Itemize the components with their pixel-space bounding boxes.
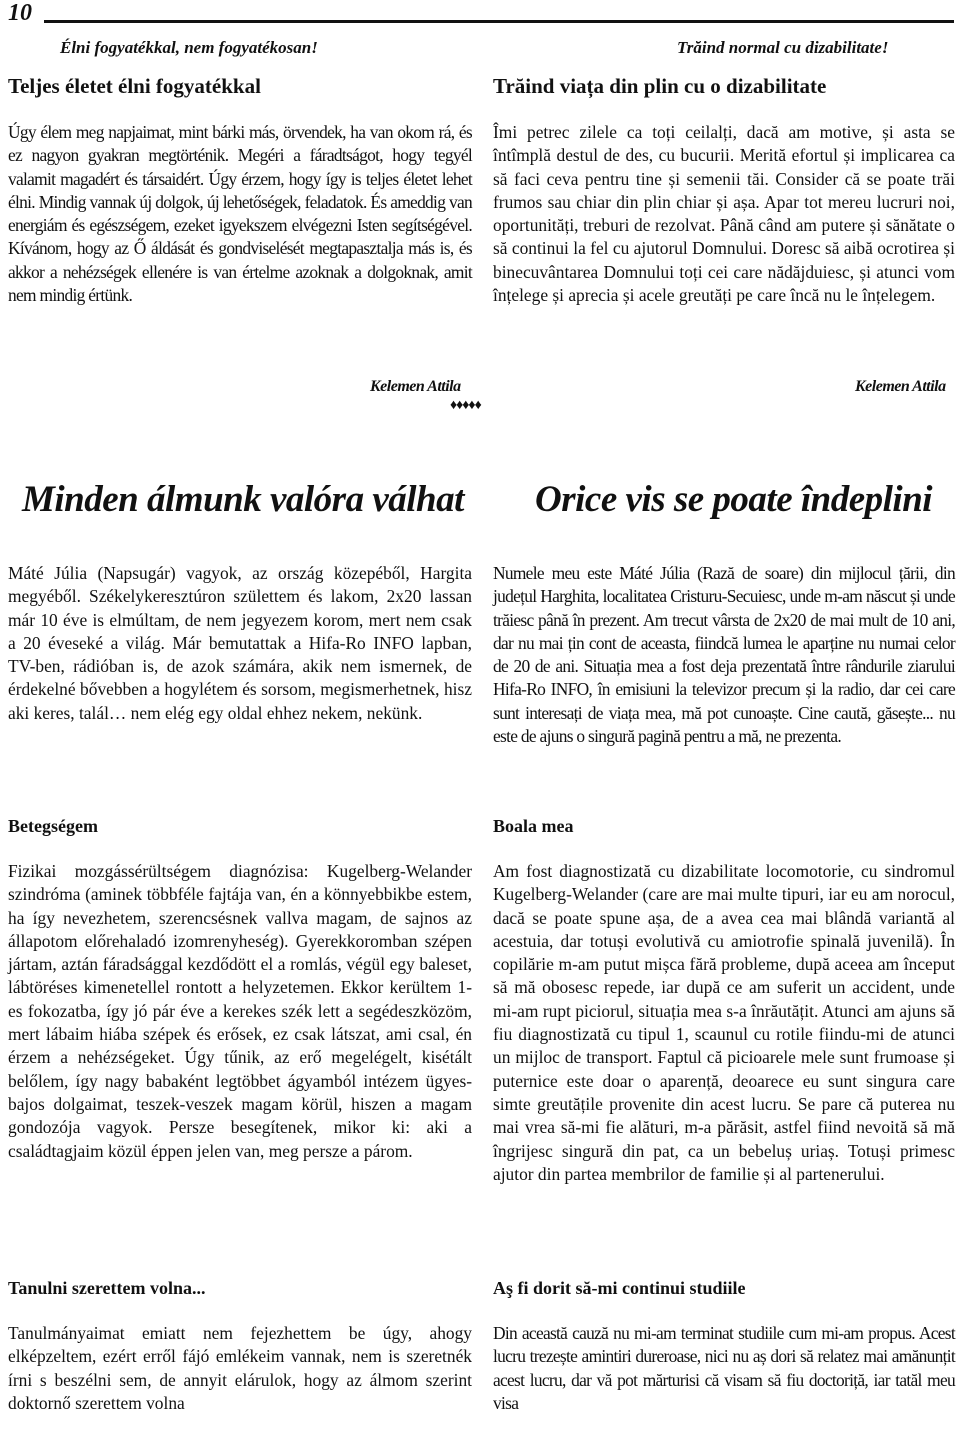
running-head-right: Trăind normal cu dizabilitate! [677, 38, 889, 57]
article1-title-ro: Trăind viața din plin cu o dizabilitate [493, 74, 827, 98]
article2-section2-body-ro: Din această cauză nu mi-am terminat studiile cum mi-am propus. Acest lucru trezește amintiri dureroase, nici nu aș dori să relatez mai amănunțit acest lucru, dar vă pot mărturisi că visam să fiu doctoriță, iar tatăl meu visa [493, 1323, 955, 1413]
running-head-left: Élni fogyatékkal, nem fogyatékosan! [60, 38, 318, 57]
article2-title-ro: Orice vis se poate îndeplini [535, 479, 933, 520]
article2-section2-body-hu: Tanulmányaimat emiatt nem fejezhettem be úgy, ahogy elképzeltem, ezért erről fájó emlékeim vannak, nem is szeretnék írni s beszélni sem, de annyit elárulok, hogy az álmom szerint doktornő szerettem volna [8, 1323, 472, 1413]
section-heading-ro-studies: Aş fi dorit să-mi continui studiile [493, 1278, 746, 1298]
article2-intro-hu: Máté Júlia (Napsugár) vagyok, az ország közepéből, Hargita megyéből. Székelykeresztúron születtem és lakom, 2x20 lassan már 10 éve is elmúltam, de nem jegyezem korom, mert nem csak a 20 éveseké a világ. Már bemutattak a Hifa-Ro INFO lapban, TV-ben, rádióban is, de azok számára, akik nem ismernek, de érdekelné bővebben a hogylétem és sorsom, megismerhetnek, hisz aki keres, talál… nem elég egy oldal ehhez nekem, nekünk. [8, 563, 472, 723]
section-heading-ro-illness: Boala mea [493, 816, 574, 836]
section-divider-ornament: ♦♦♦♦♦ [450, 398, 481, 413]
header-rule [44, 20, 954, 23]
article1-byline-hu: Kelemen Attila [370, 378, 461, 395]
article2-title-hu: Minden álmunk valóra válhat [22, 479, 464, 520]
article1-title-hu: Teljes életet élni fogyatékkal [8, 74, 261, 98]
article2-section1-body-hu: Fizikai mozgássérültségem diagnózisa: Kugelberg-Welander szindróma (aminek többféle fajtája van, én a könnyebbikbe estem, ha így nevezhetem, szerencsésnek vallva magam, de sajnos az állapotom előrehaladó izomrenyheség). Gyerekkoromban szépen jártam, aztán fáradsággal kezdődött el a romlás, végül egy baleset, lábtöréses kimenetellel rontott a helyzetemen. Ekkor kerültem 1-es fokozatba, így jó pár éve a kerekes szék lett a segédeszközöm, mert lábaim hiába szépek és erősek, ez csak látszat, ami csal, én érzem a nehézségeket. Úgy tűnik, az erő megelégelt, kisétált belőlem, így nagy babaként legtöbbet ágyamból intézem ügyes-bajos dolgaimat, teszek-veszek magam körül, hiszen a magam gondozója vagyok. Persze besegítenek, mikor ki: aki a családtagjaim közül éppen jelen van, meg persze a párom. [8, 861, 472, 1161]
section-heading-hu-studies: Tanulni szerettem volna... [8, 1278, 206, 1298]
article1-body-ro: Îmi petrec zilele ca toți ceilalți, dacă am motive, și asta se întîmplă destul de des, cu bucurii. Merită efortul și implicarea ca să faci ceva pentru tine și semenii tăi. Consider că se poate trăi frumos sau chiar din plin chiar și așa. Apar tot mereu lucruri noi, oportunități, treburi de rezolvat. Până când am putere și sănătate o să continui la fel cu ajutorul Domnului. Doresc să aibă ocrotirea și binecuvântarea Domnului toți cei care nădăjduiesc, și atunci vom înțelege și aprecia și acele greutăți pe care încă nu le înțelegem. [493, 122, 955, 306]
article1-body-hu: Úgy élem meg napjaimat, mint bárki más, örvendek, ha van okom rá, és ez nagyon gyakran megtörténik. Megéri a fáradtságot, hogy tegyél valamit magadért és társaidért. Úgy érzem, hogy így is teljes életet lehet élni. Mindig vannak új dolgok, új lehetőségek, feladatok. És ameddig van energiám és egészségem, ezeket igyekszem elvégezni Isten segítségével. Kívánom, hogy az Ő áldását és gondviselését megtapasztalja más is, és akkor a nehézségek ellenére is van értelme azoknak a dolgoknak, amit nem mindig értünk. [8, 122, 472, 306]
article2-section1-body-ro: Am fost diagnostizată cu dizabilitate locomotorie, cu sindromul Kugelberg-Welander (care are mai multe tipuri, iar eu am norocul, dacă se poate spune așa, de a avea cea mai blândă variantă al acestuia, dar totuși evolutivă cu amiotrofie spinală juvenilă). În copilărie m-am putut mișca fără probleme, după aceea am început să mă obosesc repede, iar după ce am suferit un accident, unde mi-am rupt piciorul, situația mea s-a înrăutățit. Atunci am ajuns să fiu diagnostizată cu tipul 1, scaunul cu rotile fiindu-mi de atunci un mijloc de transport. Faptul că picioarele mele sunt frumoase și puternice este doar o aparență, deoarece eu sunt singura care simte greutățile provenite din acest lucru. Se pare că puterea nu mai vrea să-mi fie alături, m-a părăsit, astfel fiind nevoită să mă îngrijesc singură din pat, ca un bebeluș uriaș. Totuși primesc ajutor din partea membrilor de familie și al partenerului. [493, 861, 955, 1184]
page-number: 10 [8, 0, 32, 26]
article2-intro-ro: Numele meu este Máté Júlia (Rază de soare) din mijlocul țării, din județul Harghita, localitatea Cristuru-Secuiesc, unde m-am născut și unde trăiesc până în prezent. Am trecut vârsta de 2x20 de mai mult de 10 ani, dar nu mai țin cont de aceasta, fiindcă lumea le aparține nu numai celor de 20 de ani. Situația mea a fost deja prezentată între rândurile ziarului Hifa-Ro INFO, în emisiuni la televizor precum și la radio, dar cei care sunt interesați de viața mea, mă pot cunoaște. Cine caută, găsește... nu este de ajuns o singură pagină pentru a mă, ne prezenta. [493, 563, 955, 747]
article1-byline-ro: Kelemen Attila [855, 378, 946, 395]
section-heading-hu-illness: Betegségem [8, 816, 98, 836]
